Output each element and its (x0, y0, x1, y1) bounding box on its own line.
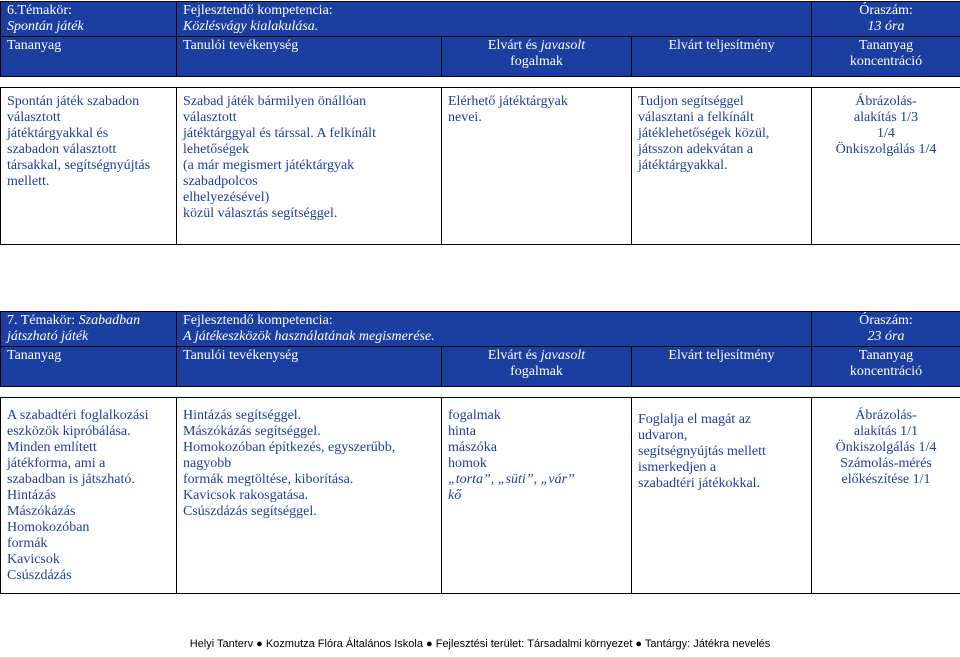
s6-col4-line: játéklehetőségek közül, (638, 126, 770, 141)
header-elvart-1: Elvárt és (487, 38, 538, 53)
s7-col2-line: nagyobb (183, 456, 232, 471)
s7-col1-line: Kavicsok (7, 552, 60, 567)
section-7-body-table (0, 397, 960, 594)
s6-col1-line: játéktárgyakkal és (7, 126, 109, 141)
s7-col2-line: Csúszdázás segítséggel. (183, 504, 317, 519)
s7-col1 (1, 398, 177, 594)
s6-col4-line: játsszon adekvátan a (638, 142, 754, 157)
competence-cell (177, 312, 812, 347)
s7-col1-line: Mászókázás (7, 504, 76, 519)
s6-col1-line: Spontán játék szabadon (7, 94, 140, 109)
section-7-header-table (0, 311, 960, 387)
s7-col2-line: Hintázás segítséggel. (183, 408, 302, 423)
s7-col1-line: formák (7, 536, 48, 551)
s6-col1-line: választott (7, 110, 61, 125)
s6-col3-line: Elérhető játéktárgyak (448, 94, 568, 109)
topic-name: Spontán játék (7, 19, 84, 34)
header-elvart-1: Elvárt és (487, 348, 538, 363)
s6-col4-line: Tudjon segítséggel (638, 94, 744, 109)
header-elvart (442, 37, 632, 77)
s7-col2 (177, 398, 442, 594)
topic-label: 6.Témakör: (7, 3, 72, 18)
s7-col3-line: kő (448, 488, 462, 503)
s6-col5 (812, 88, 960, 245)
s7-col2-line: formák megtöltése, kiborítása. (183, 472, 354, 487)
competence-text: A játékeszközök használatának megismerése. (183, 329, 435, 344)
header-teljesitmeny: Elvárt teljesítmény (632, 347, 812, 387)
s6-col5-line: 1/4 (877, 126, 895, 141)
s7-col4-line: segítségnyújtás mellett (638, 444, 766, 459)
s6-col2-line: lehetőségek (183, 142, 250, 157)
hours-cell (812, 2, 960, 37)
s7-col1-line: szabadban is játszható. (7, 472, 135, 487)
s7-col1-line: A szabadtéri foglalkozási (7, 408, 149, 423)
s7-col3-line: hinta (448, 424, 476, 439)
hours-value: 13 óra (867, 19, 905, 34)
s6-col3 (442, 88, 632, 245)
s6-col1 (1, 88, 177, 245)
topic-name-2: játszható játék (7, 329, 89, 344)
header-konc-1: Tananyag (858, 348, 914, 363)
s7-col1-line: Hintázás (7, 488, 56, 503)
s7-col1-line: Minden említett (7, 440, 97, 455)
competence-text: Közlésvágy kialakulása. (183, 19, 319, 34)
s7-col1-line: Homokozóban (7, 520, 90, 535)
s6-col5-line: alakítás 1/3 (853, 110, 919, 125)
s7-col3-line: fogalmak (448, 408, 501, 423)
s7-col5-line: előkészítése 1/1 (841, 472, 931, 487)
s7-col1-line: eszközök kipróbálása. (7, 424, 131, 439)
s6-col2 (177, 88, 442, 245)
header-tanuloi: Tanulói tevékenység (177, 37, 442, 77)
header-tananyag: Tananyag (1, 347, 177, 387)
header-elvart-3: fogalmak (510, 54, 563, 69)
s6-col2-line: (a már megismert játéktárgyak (183, 158, 355, 173)
s7-col3 (442, 398, 632, 594)
topic-label-line (7, 313, 170, 329)
s7-col3-line: mászóka (448, 440, 497, 455)
s6-col4-line: játéktárgyakkal. (638, 158, 728, 173)
s6-col5-line: Önkiszolgálás 1/4 (835, 142, 937, 157)
s7-col2-line: Mászókázás segítséggel. (183, 424, 321, 439)
header-konc-1: Tananyag (858, 38, 914, 53)
header-tanuloi: Tanulói tevékenység (177, 347, 442, 387)
s6-col4-line: választani a felkínált (638, 110, 754, 125)
s6-col3-line: nevei. (448, 110, 482, 125)
hours-cell (812, 312, 960, 347)
s7-col5-line: Ábrázolás- (855, 408, 917, 423)
competence-label: Fejlesztendő kompetencia: (183, 313, 333, 328)
header-elvart-2: javasolt (540, 38, 586, 53)
s7-col1-line: Csúszdázás (7, 568, 72, 583)
s6-col1-line: társakkal, segítségnyújtás (7, 158, 151, 173)
s7-col2-line: Kavicsok rakosgatása. (183, 488, 309, 503)
s7-col5-line: Számolás-mérés (840, 456, 932, 471)
s7-col5-line: alakítás 1/1 (853, 424, 919, 439)
header-teljesitmeny: Elvárt teljesítmény (632, 37, 812, 77)
s7-col4-line: szabadtéri játékokkal. (638, 476, 761, 491)
s7-col2-line: Homokozóban építkezés, egyszerűbb, (183, 440, 396, 455)
header-elvart-2: javasolt (540, 348, 586, 363)
section-6-header-table (0, 1, 960, 77)
header-koncentracio (812, 37, 960, 77)
s7-col5-line: Önkiszolgálás 1/4 (835, 440, 937, 455)
s7-col5 (812, 398, 960, 594)
topic-cell (1, 2, 177, 37)
section-6-body-table (0, 87, 960, 245)
header-konc-2: koncentráció (849, 364, 923, 379)
s7-col1-line: játékforma, ami a (7, 456, 106, 471)
competence-label: Fejlesztendő kompetencia: (183, 3, 333, 18)
s6-col4 (632, 88, 812, 245)
s6-col2-line: választott (183, 110, 237, 125)
header-konc-2: koncentráció (849, 54, 923, 69)
s7-col4-line: Foglalja el magát az (638, 412, 752, 427)
s7-col4-line: udvaron, (638, 428, 688, 443)
competence-cell (177, 2, 812, 37)
topic-label: 7. Témakör: (7, 313, 76, 328)
hours-value: 23 óra (867, 329, 905, 344)
s6-col2-line: szabadpolcos (183, 174, 258, 189)
topic-name-1: Szabadban (78, 313, 141, 328)
s7-col4-line: ismerkedjen a (638, 460, 717, 475)
header-elvart-3: fogalmak (510, 364, 563, 379)
s7-col3-line: „torta”, „süti”, „vár” (448, 472, 575, 487)
s7-col4 (632, 398, 812, 594)
s7-col3-line: homok (448, 456, 487, 471)
s6-col2-line: közül választás segítséggel. (183, 206, 338, 221)
hours-label: Óraszám: (859, 313, 913, 328)
header-koncentracio (812, 347, 960, 387)
s6-col2-line: elhelyezésével) (183, 190, 270, 205)
s6-col1-line: mellett. (7, 174, 50, 189)
hours-label: Óraszám: (859, 3, 913, 18)
header-tananyag: Tananyag (1, 37, 177, 77)
topic-cell (1, 312, 177, 347)
page-footer: Helyi Tanterv ● Kozmutza Flóra Általános Iskola ● Fejlesztési terület: Társadalmi környezet ● Tantárgy: Játékra nevelés (189, 638, 771, 650)
s6-col5-line: Ábrázolás- (855, 94, 917, 109)
s6-col1-line: szabadon választott (7, 142, 117, 157)
s6-col2-line: Szabad játék bármilyen önállóan (183, 94, 367, 109)
s6-col2-line: játéktárggyal és társsal. A felkínált (183, 126, 376, 141)
section-6 (0, 1, 960, 245)
header-elvart (442, 347, 632, 387)
section-7 (0, 311, 960, 594)
